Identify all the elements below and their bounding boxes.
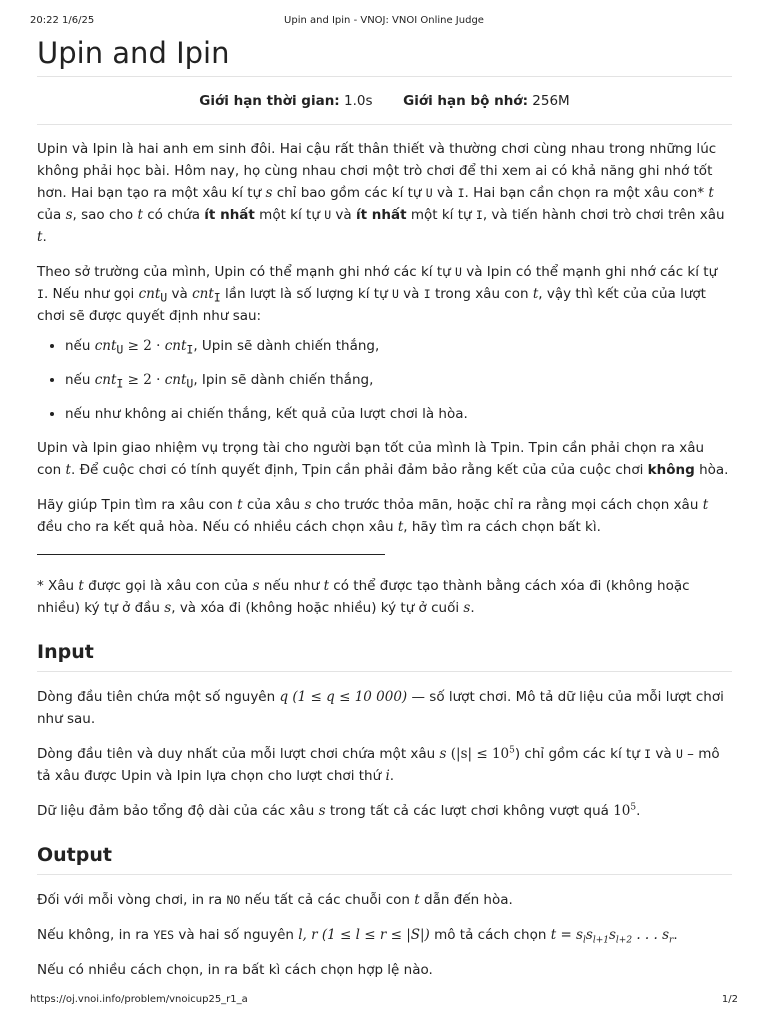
input-paragraph-3: Dữ liệu đảm bảo tổng độ dài của các xâu s trong tất cả các lượt chơi không vượt quá $10^5$. bbox=[37, 802, 641, 819]
print-tab-title: Upin and Ipin - VNOJ: VNOI Online Judge bbox=[284, 15, 484, 26]
statement-paragraph-2: Theo sở trường của mình, Upin có thể mạnh ghi nhớ các kí tự U và Ipin có thể mạnh ghi nhớ các kí tự I. Nếu như gọi cnt$_U$ và cnt$_I$ lần lượt là số lượng kí tự U và I trong xâu con t, vậy thì kết của của lượt chơi sẽ được quyết định như sau: bbox=[37, 264, 718, 324]
input-heading: Input bbox=[37, 641, 732, 672]
list-item: • nếu như không ai chiến thắng, kết quả của lượt chơi là hòa. bbox=[65, 403, 732, 425]
input-paragraph-1: Dòng đầu tiên chứa một số nguyên q (1 ≤ q ≤ 10 000) — số lượt chơi. Mô tả dữ liệu của mỗi lượt chơi như sau. bbox=[37, 689, 724, 727]
statement-paragraph-4: Hãy giúp Tpin tìm ra xâu con t của xâu s cho trước thỏa mãn, hoặc chỉ ra rằng mọi cách chọn xâu t đều cho ra kết quả hòa. Nếu có nhiều cách chọn xâu t, hãy tìm ra cách chọn bất kì. bbox=[37, 497, 709, 535]
output-heading: Output bbox=[37, 844, 732, 875]
print-footer bbox=[30, 994, 738, 1008]
print-datetime: 20:22 1/6/25 bbox=[30, 15, 95, 26]
output-paragraph-3: Nếu có nhiều cách chọn, in ra bất kì cách chọn hợp lệ nào. bbox=[37, 962, 433, 978]
statement-paragraph-1: Upin và Ipin là hai anh em sinh đôi. Hai cậu rất thân thiết và thường chơi cùng nhau trong những lúc không phải học bài. Hôm nay, họ cùng nhau chơi một trò chơi để thi xem ai có khả năng ghi nhớ tốt hơn. Hai bạn tạo ra một xâu kí tự s chỉ bao gồm các kí tự U và I. Hai bạn cần chọn ra một xâu con* t của s, sao cho t có chứa ít nhất một kí tự U và ít nhất một kí tự I, và tiến hành chơi trò chơi trên xâu t. bbox=[37, 141, 725, 245]
print-header bbox=[30, 15, 738, 29]
memory-limit-label: Giới hạn bộ nhớ: bbox=[403, 93, 528, 109]
input-paragraph-2: Dòng đầu tiên và duy nhất của mỗi lượt chơi chứa một xâu s $(|s| \le 10^5)$ chỉ gồm các kí tự I và U – mô tả xâu được Upin và Ipin lựa chọn cho lượt chơi thứ i. bbox=[37, 745, 720, 784]
list-item: • nếu cnt$_I$ ≥ 2 · cnt$_U$, Ipin sẽ dành chiến thắng, bbox=[65, 369, 732, 391]
problem-content bbox=[37, 32, 732, 981]
problem-title: Upin and Ipin bbox=[37, 36, 732, 77]
statement-paragraph-3: Upin và Ipin giao nhiệm vụ trọng tài cho người bạn tốt của mình là Tpin. Tpin cần phải chọn ra xâu con t. Để cuộc chơi có tính quyết định, Tpin cần phải đảm bảo rằng kết của của cuộc chơi không hòa. bbox=[37, 440, 729, 478]
print-url: https://oj.vnoi.info/problem/vnoicup25_r1_a bbox=[30, 994, 248, 1005]
footnote-divider bbox=[37, 554, 385, 555]
memory-limit-value: 256M bbox=[532, 93, 570, 109]
problem-limits bbox=[37, 77, 732, 125]
output-paragraph-1: Đối với mỗi vòng chơi, in ra NO nếu tất cả các chuỗi con t dẫn đến hòa. bbox=[37, 892, 513, 908]
list-item: • nếu cnt$_U$ ≥ 2 · cnt$_I$, Upin sẽ dành chiến thắng, bbox=[65, 335, 732, 357]
output-paragraph-2: Nếu không, in ra YES và hai số nguyên l, r (1 ≤ l ≤ r ≤ |S|) mô tả cách chọn $t = s_ls_{l+1}s_{l+2}$ . . . $s_r$. bbox=[37, 927, 678, 946]
outcome-rules-list bbox=[37, 335, 732, 425]
footnote: * Xâu t được gọi là xâu con của s nếu như t có thể được tạo thành bằng cách xóa đi (không hoặc nhiều) ký tự ở đầu s, và xóa đi (không hoặc nhiều) ký tự ở cuối s. bbox=[37, 578, 690, 616]
time-limit-label: Giới hạn thời gian: bbox=[199, 93, 340, 109]
print-page-number: 1/2 bbox=[721, 994, 738, 1005]
time-limit-value: 1.0s bbox=[344, 93, 373, 109]
